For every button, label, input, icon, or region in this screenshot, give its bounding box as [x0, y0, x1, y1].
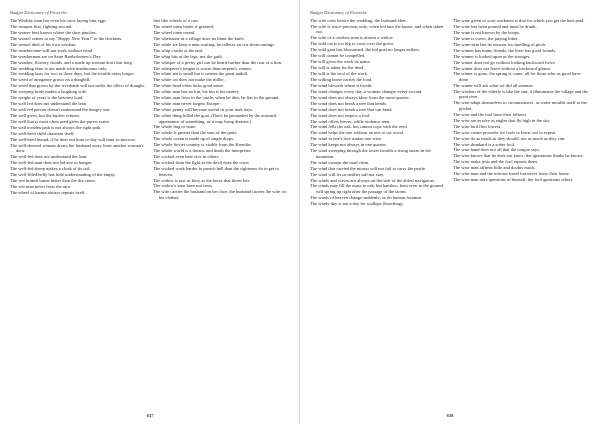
proverb-entry: The wise man asks questions of himself, the fool questions others.	[453, 177, 574, 183]
proverb-entry: The whetstone in a village does no blunt the knife.	[153, 35, 245, 41]
proverb-entry: The wise make jests and the fool repeats them.	[453, 159, 538, 165]
proverb-entry: The winter will ask what we did all summer.	[453, 82, 534, 88]
proverb-entry: The white man never forgets Europe.	[153, 101, 221, 107]
proverb-entry: The wise knows that he does not know; the ignoramus thinks he knows.	[453, 153, 584, 159]
proverb-entry: The wheel of karma always repeats itself.	[10, 189, 86, 195]
proverb-entry: The wind helps the one without an axe to cut wood.	[310, 130, 405, 136]
proverb-entry: The wind fells the oak, but cannot cope with the reed.	[310, 124, 408, 130]
proverb-entry: The will gives the work its name.	[310, 59, 371, 65]
right-column	[453, 18, 588, 207]
proverb-entry: Just like wheels of a cart.	[153, 18, 199, 23]
proverb-entry: The wise do as much as they should, not as much as they can.	[453, 135, 566, 141]
left-column	[310, 18, 445, 207]
proverb-entry: The wind does not break a tree that bends.	[310, 100, 387, 106]
proverb-entry: The wet man never fears the rain.	[10, 183, 71, 189]
proverb-entry: The willing horse carries the load.	[310, 76, 373, 82]
proverb-entry: The wise hand does not all that the tongue says.	[453, 147, 540, 153]
running-head: Budget Dictionary of Proverbs	[310, 10, 367, 15]
proverb-entry: The white cat does not make the miller.	[153, 77, 225, 83]
running-head: Budget Dictionary of Proverbs	[10, 10, 67, 15]
proverb-entry: The will is taken for the deed.	[310, 65, 365, 71]
proverb-entry: The weasel died of his own wisdom.	[10, 41, 77, 47]
proverb-entry: The weathervane will not work without wind.	[10, 47, 94, 53]
proverb-entry: The whisperer's tongue is worse than serpent's venom.	[153, 65, 252, 71]
proverb-entry: The wind offers leaves, while violence men.	[310, 118, 391, 124]
proverb-entry: The well fed does not understand the lean.	[10, 101, 88, 107]
proverb-entry: The whole world is a dream, and death the interpreter.	[153, 148, 252, 154]
proverb-entry: The wind that carried the mortar will not fail to carry the pestle.	[310, 165, 427, 171]
proverb-entry: The winner is looked upon as the stronger.	[453, 53, 531, 59]
proverb-entry: The well-filled belly has little understanding of the empty.	[10, 171, 116, 177]
right-page	[300, 0, 600, 424]
proverb-entry: The wisdom of the elderly is like the sun, it illuminates the village and the great river.	[453, 88, 588, 100]
proverb-entry: The winter is gone, the spring is come, all for those who us good have done.	[453, 71, 581, 82]
proverb-entry: The wise create proverbs for fools to learn, not to repeat.	[453, 129, 557, 135]
proverb-entry: The wife carries the husband on her face; the husband carries the wife on his clothes.	[153, 189, 286, 200]
left-column	[10, 18, 145, 201]
proverb-entry: The wine has been poured and must be drunk.	[453, 23, 537, 29]
proverb-entry: The wind does not always blow from the same quarter.	[310, 94, 410, 100]
proverb-entry: The wicked work harder to preach hell than the righteous do to get to heaven.	[153, 166, 279, 177]
proverb-entry: The weed of arrogance grows on a dunghill.	[10, 77, 91, 83]
proverb-entry: The wicked shun the light as the devil does the cross.	[153, 160, 250, 166]
proverb-entry: The wind does not respect a fool.	[310, 112, 371, 118]
proverb-entry: The wine is not known by the hoops.	[453, 29, 521, 35]
proverb-entry: The winds of heaven change suddenly; so do human fortunes.	[310, 194, 423, 200]
proverb-entry: The wind sweeping through the tower heralds a rising storm in the mountain.	[310, 148, 431, 159]
proverb-entry: The widow is just as fiery as the horse that threw her.	[153, 177, 250, 183]
proverb-entry: The whip hits at the legs, not the guilt.	[153, 53, 223, 59]
proverb-entry: The will cannot be compelled.	[310, 53, 366, 59]
page-number: 638	[446, 413, 454, 418]
proverb-entry: The white thing killed the goat. (Don't be persuaded by the outward appearance of something, as it may bring disaster.)	[153, 113, 277, 124]
proverb-entry: The well gives, but the bucket refuses.	[10, 113, 80, 118]
proverb-entry: The weight of years is the heaviest load.	[10, 95, 84, 101]
proverb-entry: The winter does not leave without a backward glance.	[453, 65, 552, 71]
proverb-entry: The well-bred child chastizes itself.	[10, 130, 75, 136]
proverb-entry: The wedding feast is not made with mushrooms only.	[10, 65, 108, 71]
proverb-entry: The wise drunkard is a sober fool.	[453, 141, 515, 147]
proverb-entry: The wild cat is too big to cross over the grove.	[310, 41, 395, 47]
proverb-entry: The whole hog or none.	[153, 124, 197, 130]
proverb-entry: The wife of a careless man is almost a widow.	[310, 35, 394, 41]
proverb-entry: The weasel comes to say "Happy New Year!" to the chickens.	[10, 35, 123, 41]
page-number: 637	[146, 413, 154, 418]
proverb-entry: The whole ocean is made up of single drops.	[153, 136, 235, 142]
proverb-entry: The wise are as nice as eagles that fly high in the sky.	[453, 117, 551, 123]
proverb-entry: The winds and waves are always on the side of the ablest navigators.	[310, 177, 436, 183]
proverb-entry: The wife cries before the wedding, the husband after.	[310, 18, 407, 23]
proverb-entry: The wine is sweet, the paying bitter.	[453, 35, 519, 41]
proverb-entry: The weather, flowery clouds, and a made up woman don't last long.	[10, 59, 133, 65]
proverb-entry: The windy day is not a day for scallops (thatching).	[310, 200, 404, 206]
proverb-entry: The well-fed sheep makes a cloak of its tail.	[10, 166, 91, 172]
proverb-entry: The wet branch burns better than the dry stone.	[10, 177, 96, 183]
proverb-entry: The white man lives in the castle; when he dies, he lies in the ground.	[153, 95, 280, 101]
proverb-entry: The whole Soviet country is visible from the Kremlin.	[153, 142, 252, 148]
proverb-entry: The wind in one's face makes one wise.	[310, 136, 383, 142]
proverb-entry: The wise and the fool have their fellows.	[453, 111, 528, 117]
proverb-entry: The well fed person doesn't understand the hungry one.	[10, 107, 111, 113]
proverb-entry: The while we keep a man waiting, he reflects on our shortcomings.	[153, 41, 276, 47]
proverb-entry: The white man has no kin, his kin is his money.	[153, 89, 240, 95]
proverb-entry: The well-fed man does not believe in hunger.	[10, 160, 93, 166]
proverb-entry: The white head often lacks good sense.	[153, 83, 225, 89]
left-page-columns	[10, 18, 289, 201]
proverb-entry: The wife is twice precious only, when led into the house, and when taken out.	[310, 23, 444, 35]
proverb-entry: The wedding lasts for two or three days, but the trouble stays longer.	[10, 71, 135, 77]
right-column	[153, 18, 288, 201]
proverb-entry: The wind keeps not always in one quarter.	[310, 142, 387, 148]
proverb-entry: The wise man affirms little and doubts much.	[453, 165, 536, 171]
proverb-entry: The wise adapt themselves to circumstances, as water moulds itself to the pitcher.	[453, 100, 587, 111]
proverb-entry: The wind will let us neither sail nor stay.	[310, 171, 385, 177]
proverb-entry: The widow's sons have not tears.	[153, 183, 213, 189]
proverb-entry: The weathermen are on Saint Bartholomew's Day.	[10, 53, 102, 59]
proverb-entry: The well trodden path is not always the right path.	[10, 124, 102, 130]
proverb-entry: The wine given to your workmen is that for which you get the best paid.	[453, 18, 585, 23]
proverb-entry: The winter does not go without looking backward twice.	[453, 59, 556, 65]
proverb-entry: The weed that grows by the riverbank will not suffer the effect of draught.	[10, 83, 145, 89]
proverb-entry: The well that is most often used gives the purest water.	[10, 118, 110, 124]
proverb-entry: The well-fed does not understand the lean.	[10, 154, 88, 160]
proverb-entry: The winner has many friends, the loser has good friends.	[453, 47, 557, 53]
proverb-entry: The wise bird flies lowest.	[453, 123, 502, 129]
proverb-entry: The wind does not break a tree that can bend.	[310, 106, 393, 112]
proverb-entry: The winds may fill the mass in oak, but bamboo, bent even to the ground, will spring up right after the passage of the storm.	[310, 183, 444, 195]
proverb-entry: The wise man and the tortoise travel but never leave their home.	[453, 171, 570, 177]
proverb-entry: The whisper of a pretty girl can be heard further than the roar of a lion.	[153, 59, 283, 65]
right-page-columns	[310, 18, 590, 207]
proverb-entry: The well-bred hound, if he does not hunt to-day will hunt to-morrow.	[10, 136, 136, 142]
proverb-entry: The white ant is small but it creates the great anthill.	[153, 71, 249, 77]
proverb-entry: The white penny will become useful in your dark days.	[153, 107, 254, 113]
proverb-entry: The wheel turns better if greased.	[153, 23, 214, 29]
proverb-entry: The wicked even hate vice in others.	[153, 154, 220, 160]
proverb-entry: The well-dressed woman draws her husband away from another woman's door.	[10, 142, 144, 154]
proverb-entry: The wind bloweth where it listeth.	[310, 82, 373, 88]
proverb-entry: The Wealthy man has even his crow laying him eggs.	[10, 18, 108, 23]
proverb-entry: The will is the soul of the work.	[310, 71, 369, 77]
proverb-entry: The wearer best knows where the shoe pinches.	[10, 29, 97, 35]
proverb-entry: The weapon first, fighting second.	[10, 23, 73, 29]
proverb-entry: The wine-skin has its reasons for smelling of pitch.	[453, 41, 547, 47]
proverb-entry: The whip cracks at the end.	[153, 47, 203, 53]
proverb-entry: The weeping bride makes a laughing wife.	[10, 89, 88, 95]
proverb-entry: The wind sweeps the road clean.	[310, 159, 370, 165]
proverb-entry: The wind changes every day, a woman changes every second.	[310, 88, 423, 94]
proverb-entry: The wheel turns round.	[153, 29, 196, 35]
proverb-entry: The wild goat has blossomed: the kid goat no longer suffers.	[310, 47, 420, 53]
proverb-entry: The whole is greater than the sum of the parts.	[153, 130, 238, 136]
